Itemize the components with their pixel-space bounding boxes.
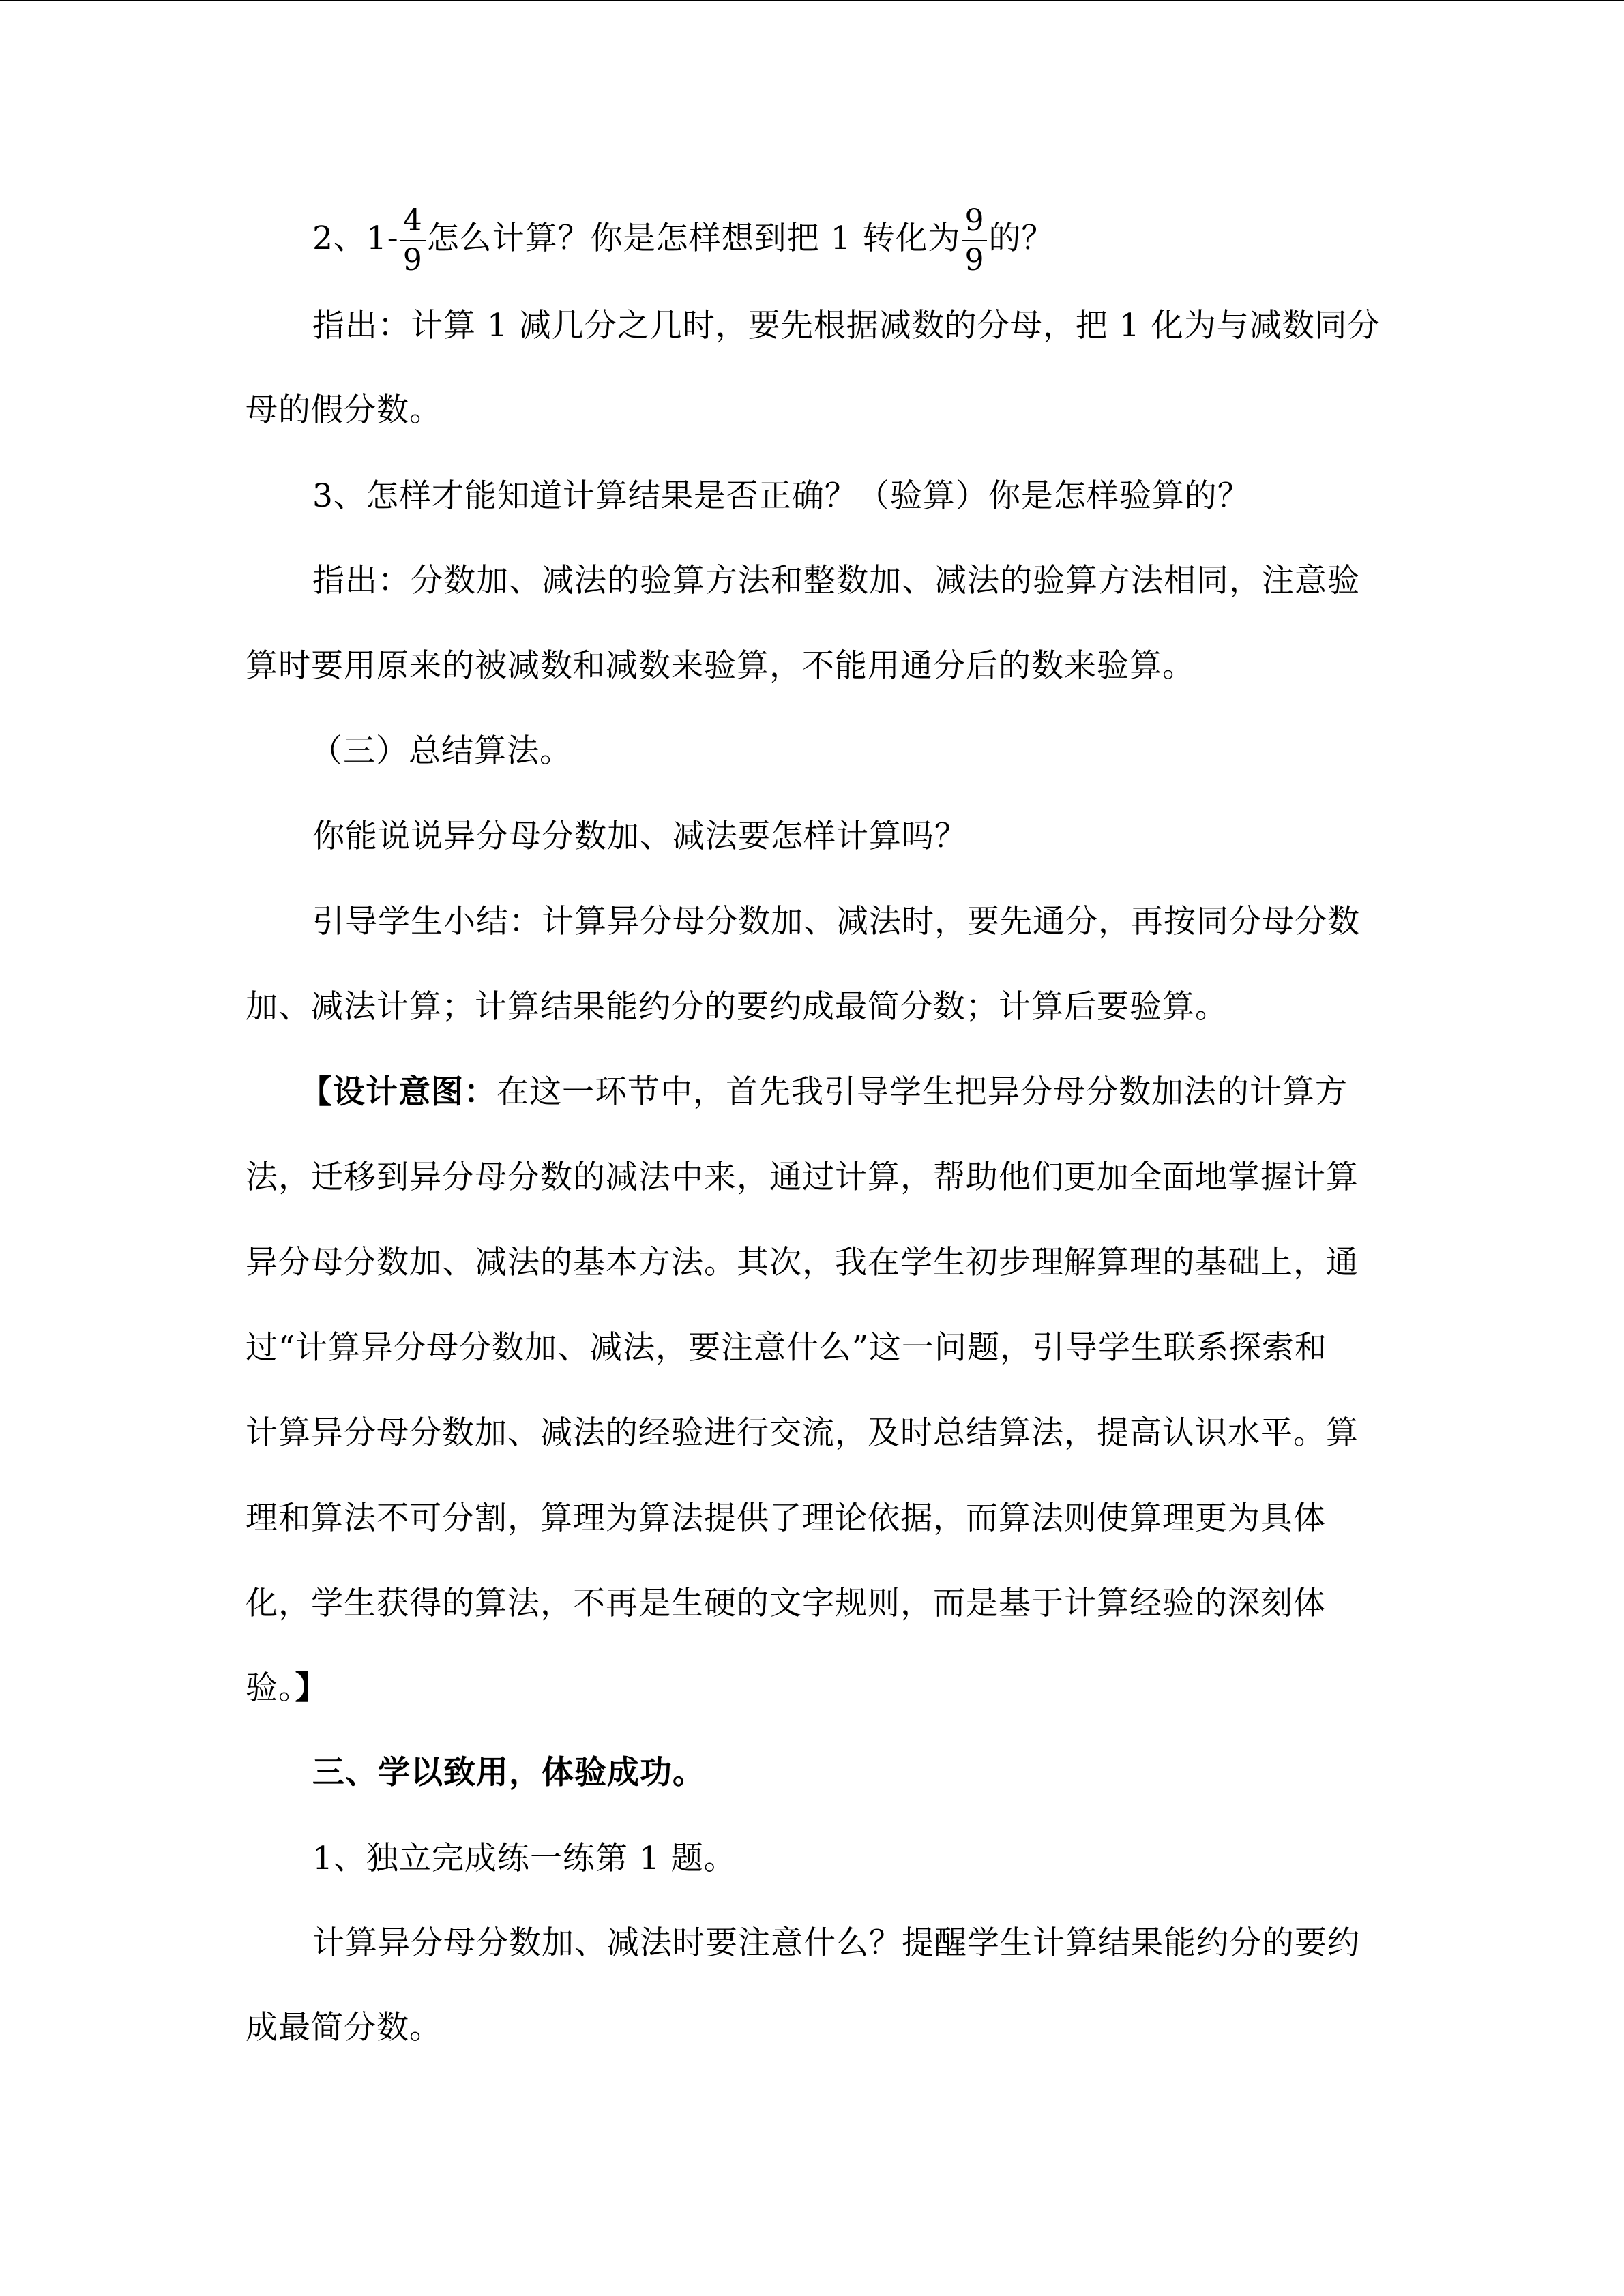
fraction-nine-ninths — [962, 203, 987, 278]
design-intent-last-line — [246, 1668, 1364, 1709]
design-intent-line: 异分母分数加、减法的基本方法。其次，我在学生初步理解算理的基础上，通 — [246, 1244, 1359, 1281]
design-intent-text: 在这一环节中，首先我引导学生把异分母分数加法的计算方 — [497, 1073, 1348, 1111]
paragraph-line: 母的假分数。 — [246, 391, 442, 429]
section-3-heading: 三、学以致用，体验成功。 — [312, 1754, 705, 1791]
design-intent-line: 过“计算异分母分数加、减法，要注意什么”这一问题，引导学生联系探索和 — [246, 1329, 1328, 1367]
question-2-prefix: 2、1- — [312, 220, 399, 257]
question-2-suffix: 的？ — [988, 220, 1054, 257]
paragraph-line: 指出：计算 1 减几分之几时，要先根据减数的分母，把 1 化为与减数同分 — [312, 307, 1381, 344]
paragraph-line: 成最简分数。 — [246, 2009, 442, 2046]
subsection-heading: （三）总结算法。 — [310, 732, 572, 770]
fraction-bar — [962, 240, 987, 241]
paragraph-line: 加、减法计算；计算结果能约分的要约成最简分数；计算后要验算。 — [246, 988, 1228, 1026]
fraction-numerator: 4 — [402, 203, 423, 238]
fraction-denominator: 9 — [964, 243, 985, 278]
design-intent-line: 计算异分母分数加、减法的经验进行交流，及时总结算法，提高认识水平。算 — [246, 1414, 1359, 1452]
design-intent-first-line — [300, 1072, 1364, 1113]
section-3-item-1: 1、独立完成练一练第 1 题。 — [312, 1840, 737, 1877]
fraction-bar — [400, 240, 426, 241]
design-intent-label: 【设计意图： — [300, 1073, 497, 1111]
question-2-line — [312, 203, 1364, 278]
paragraph-line: 算时要用原来的被减数和减数来验算，不能用通分后的数来验算。 — [246, 647, 1195, 685]
fraction-numerator: 9 — [964, 203, 985, 238]
paragraph-line: 你能说说异分母分数加、减法要怎样计算吗？ — [312, 818, 967, 855]
paragraph-line: 指出：分数加、减法的验算方法和整数加、减法的验算方法相同，注意验 — [312, 562, 1360, 599]
design-intent-line: 法，迁移到异分母分数的减法中来，通过计算，帮助他们更加全面地掌握计算 — [246, 1159, 1359, 1196]
design-intent-line: 理和算法不可分割，算理为算法提供了理论依据，而算法则使算理更为具体 — [246, 1500, 1326, 1537]
design-intent-end-text: 验。 — [246, 1669, 295, 1707]
paragraph-line: 计算异分母分数加、减法时要注意什么？提醒学生计算结果能约分的要约 — [312, 1924, 1360, 1962]
paragraph-line: 引导学生小结：计算异分母分数加、减法时，要先通分，再按同分母分数 — [312, 903, 1360, 940]
design-intent-line: 化，学生获得的算法，不再是生硬的文字规则，而是基于计算经验的深刻体 — [246, 1585, 1326, 1622]
design-intent-close-bracket: 】 — [295, 1669, 328, 1707]
fraction-denominator: 9 — [402, 243, 423, 278]
paragraph-line: 3、怎样才能知道计算结果是否正确？（验算）你是怎样验算的？ — [312, 477, 1250, 515]
question-2-middle: 怎么计算？你是怎样想到把 1 转化为 — [426, 220, 961, 257]
fraction-four-ninths — [400, 203, 426, 278]
